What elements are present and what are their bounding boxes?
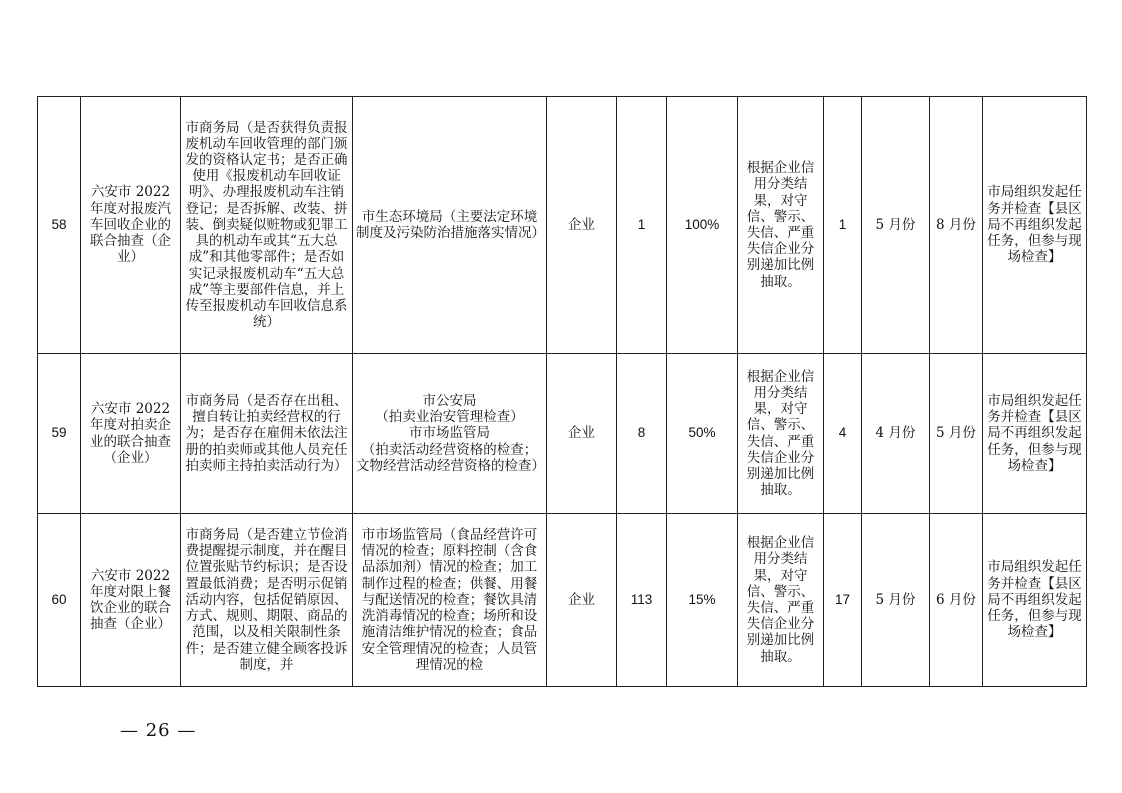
remarks: 市局组织发起任务并检查【县区局不再组织发起任务，但参与现场检查】 bbox=[983, 514, 1087, 687]
table-row bbox=[38, 514, 1087, 687]
sample-times: 17 bbox=[824, 514, 862, 687]
sample-ratio: 100% bbox=[667, 97, 738, 354]
sample-count: 1 bbox=[617, 97, 667, 354]
sampling-method: 根据企业信用分类结果，对守信、警示、失信、严重失信企业分别递加比例抽取。 bbox=[738, 354, 824, 514]
row-number: 59 bbox=[38, 354, 81, 514]
sampling-method: 根据企业信用分类结果，对守信、警示、失信、严重失信企业分别递加比例抽取。 bbox=[738, 97, 824, 354]
sample-ratio: 50% bbox=[667, 354, 738, 514]
joint-department-items: 市公安局 （拍卖业治安管理检查） 市市场监管局 （拍卖活动经营资格的检查；文物经营活动经营资格的检查） bbox=[353, 354, 547, 514]
sample-times: 4 bbox=[824, 354, 862, 514]
start-month: 4 月份 bbox=[862, 354, 930, 514]
remarks: 市局组织发起任务并检查【县区局不再组织发起任务，但参与现场检查】 bbox=[983, 354, 1087, 514]
sample-count: 8 bbox=[617, 354, 667, 514]
task-name: 六安市 2022 年度对限上餐饮企业的联合抽查（企业） bbox=[81, 514, 181, 687]
sample-count: 113 bbox=[617, 514, 667, 687]
task-name: 六安市 2022 年度对报废汽车回收企业的联合抽查（企业） bbox=[81, 97, 181, 354]
inspection-object: 企业 bbox=[547, 97, 617, 354]
joint-department-items: 市生态环境局（主要法定环境制度及污染防治措施落实情况） bbox=[353, 97, 547, 354]
end-month: 6 月份 bbox=[930, 514, 983, 687]
remarks: 市局组织发起任务并检查【县区局不再组织发起任务，但参与现场检查】 bbox=[983, 97, 1087, 354]
inspection-object: 企业 bbox=[547, 514, 617, 687]
joint-department-items: 市市场监管局（食品经营许可情况的检查；原料控制（含食品添加剂）情况的检查；加工制作过程的检查；供餐、用餐与配送情况的检查；餐饮具清洗消毒情况的检查；场所和设施清洁维护情况的检查；食品安全管理情况的检查；人员管理情况的检 bbox=[353, 514, 547, 687]
lead-department-items: 市商务局（是否建立节俭消费提醒提示制度，并在醒目位置张贴节约标识；是否设置最低消费；是否明示促销活动内容，包括促销原因、方式、规则、期限、商品的范围，以及相关限制性条件；是否建立健全顾客投诉制度，并 bbox=[181, 514, 353, 687]
sampling-method: 根据企业信用分类结果，对守信、警示、失信、严重失信企业分别递加比例抽取。 bbox=[738, 514, 824, 687]
inspection-table bbox=[37, 96, 1087, 687]
sample-ratio: 15% bbox=[667, 514, 738, 687]
start-month: 5 月份 bbox=[862, 514, 930, 687]
page-number: — 26 — bbox=[120, 720, 197, 741]
lead-department-items: 市商务局（是否获得负责报废机动车回收管理的部门颁发的资格认定书；是否正确使用《报废机动车回收证明》、办理报废机动车注销登记；是否拆解、改装、拼装、倒卖疑似赃物或犯罪工具的机动车或其“五大总成”和其他零部件；是否如实记录报废机动车“五大总成”等主要部件信息，并上传至报废机动车回收信息系统） bbox=[181, 97, 353, 354]
lead-department-items: 市商务局（是否存在出租、擅自转让拍卖经营权的行为；是否存在雇佣未依法注册的拍卖师或其他人员充任拍卖师主持拍卖活动行为） bbox=[181, 354, 353, 514]
start-month: 5 月份 bbox=[862, 97, 930, 354]
table-row bbox=[38, 97, 1087, 354]
row-number: 58 bbox=[38, 97, 81, 354]
end-month: 8 月份 bbox=[930, 97, 983, 354]
end-month: 5 月份 bbox=[930, 354, 983, 514]
row-number: 60 bbox=[38, 514, 81, 687]
sample-times: 1 bbox=[824, 97, 862, 354]
task-name: 六安市 2022 年度对拍卖企业的联合抽查（企业） bbox=[81, 354, 181, 514]
inspection-object: 企业 bbox=[547, 354, 617, 514]
table-row bbox=[38, 354, 1087, 514]
